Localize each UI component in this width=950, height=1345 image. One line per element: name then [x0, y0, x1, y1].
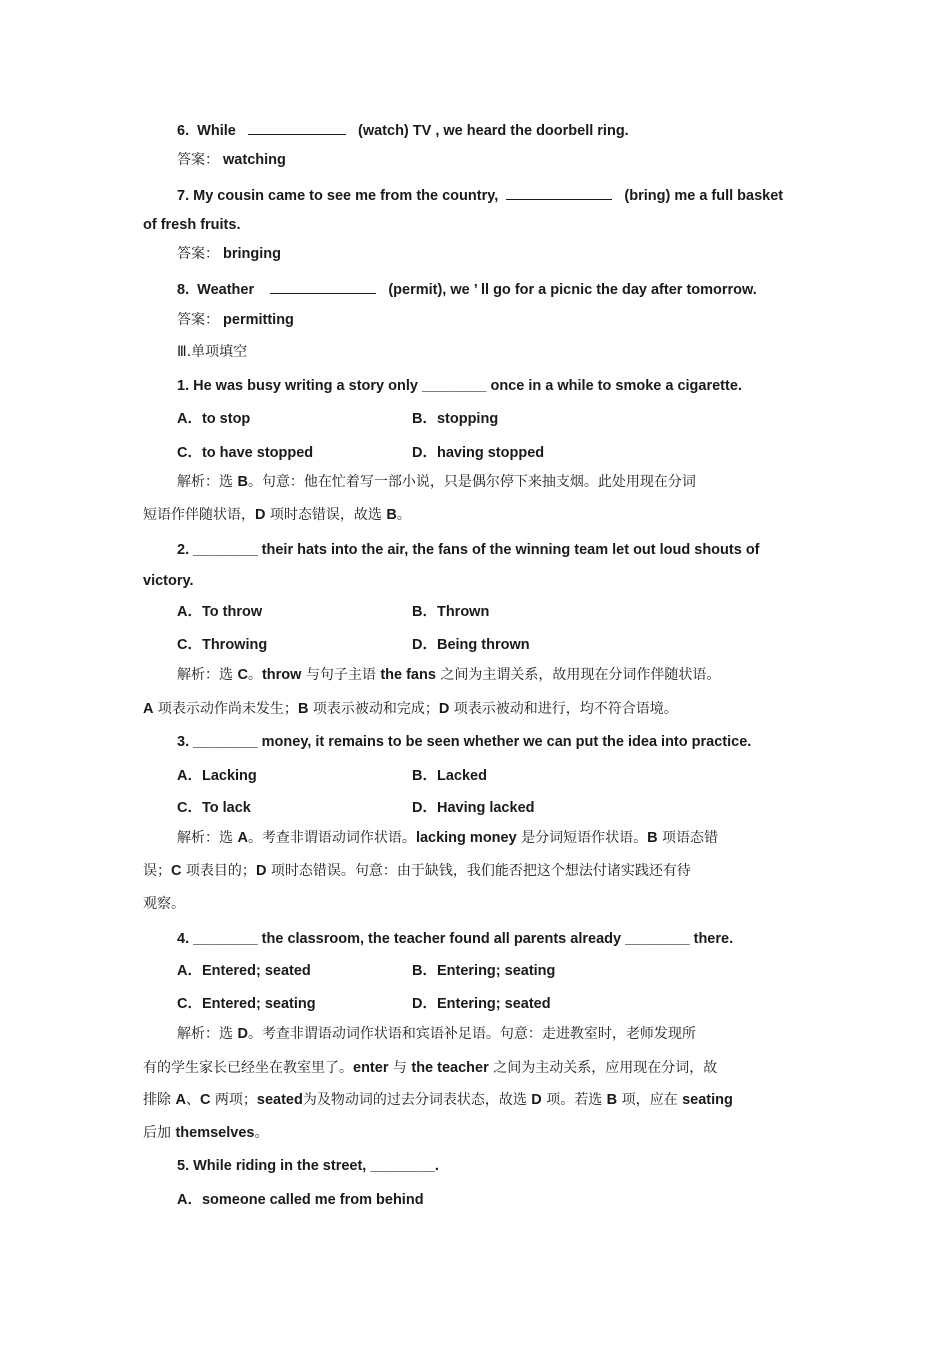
explanation-1-line-1 [177, 472, 696, 492]
exp-text: 。 [247, 667, 262, 683]
exp-text: 、 [185, 1092, 200, 1108]
question-8 [177, 279, 757, 300]
option-a: A．Lacking [177, 768, 257, 784]
mc-question-4: 4. ________ the classroom, the teacher found all parents already ________ there. [177, 931, 734, 947]
question-text: (watch) TV , we heard the doorbell ring. [358, 123, 629, 139]
answer-value: watching [223, 152, 286, 168]
exp-text: 后加 [143, 1125, 176, 1141]
exp-key: seated [256, 1092, 303, 1108]
exp-text: 。句意：他在忙着写一部小说，只是偶尔停下来抽支烟。此处用现在分词 [247, 474, 696, 490]
explanation-4-line-3 [143, 1090, 733, 1110]
explanation-3-line-2 [143, 861, 691, 881]
question-number: 8. [177, 282, 190, 298]
explanation-2-line-2 [143, 699, 678, 719]
explanation-4-line-4 [143, 1123, 268, 1143]
exp-key: themselves [175, 1125, 255, 1141]
explanation-2-line-1 [177, 665, 720, 685]
exp-key: enter [353, 1060, 389, 1076]
mc-question-2: 2. ________ their hats into the air, the fans of the winning team let out loud shouts of [177, 542, 760, 558]
exp-text: 两项； [210, 1092, 257, 1108]
answer-value: permitting [223, 312, 294, 328]
exp-text: 。考查非谓语动词作状语和宾语补足语。句意：走进教室时，老师发现所 [247, 1026, 696, 1042]
exp-key: seating [682, 1092, 733, 1108]
option-c: C．Throwing [177, 637, 268, 653]
exp-text: 之间为主动关系，应用现在分词，故 [488, 1060, 718, 1076]
question-text: (bring) me a full basket [624, 188, 784, 204]
option-a: A．to stop [177, 411, 251, 427]
question-text: My cousin came to see me from the country, [193, 188, 499, 204]
exp-text: 解析：选 [177, 474, 238, 490]
exp-text: 排除 [143, 1092, 176, 1108]
option-a: A．Entered; seated [177, 963, 311, 979]
option-c: C．to have stopped [177, 445, 314, 461]
exp-key: B [606, 1092, 618, 1108]
explanation-1-line-2 [143, 505, 411, 525]
exp-key: C [199, 1092, 211, 1108]
exp-key: A [175, 1092, 186, 1108]
exp-key: B [297, 701, 309, 717]
mc-question-3: 3. ________ money, it remains to be seen whether we can put the idea into practice. [177, 734, 752, 750]
question-7 [177, 185, 783, 206]
answer-8 [177, 310, 294, 330]
mc-question-5: 5. While riding in the street, ________. [177, 1158, 439, 1174]
exp-text: 。 [254, 1125, 269, 1141]
question-text: Weather [197, 282, 255, 298]
question-text: While [197, 123, 236, 139]
exp-text: 项时态错误。句意：由于缺钱，我们能否把这个想法付诸实践还有待 [266, 863, 691, 879]
answer-7 [177, 244, 281, 264]
explanation-3-line-3: 观察。 [143, 896, 185, 912]
exp-text: 误； [143, 863, 171, 879]
answer-blank [506, 185, 612, 200]
answer-label: 答案： [177, 312, 219, 328]
exp-key: B [647, 830, 658, 846]
question-text: (permit), we ’ ll go for a picnic the day after tomorrow. [388, 282, 757, 298]
exp-key: throw [261, 667, 302, 683]
option-b: B．stopping [412, 411, 499, 427]
exp-text: 与 [388, 1060, 412, 1076]
option-d: D．Having lacked [412, 800, 535, 816]
exp-text: 解析：选 [177, 667, 238, 683]
exp-text: 。考查非谓语动词作状语。 [247, 830, 416, 846]
section-heading: Ⅲ.单项填空 [177, 344, 248, 360]
exp-text: 为及物动词的过去分词表状态，故选 [302, 1092, 532, 1108]
answer-value: bringing [223, 246, 282, 262]
exp-text: 。 [396, 507, 411, 523]
mc-question-1: 1. He was busy writing a story only ________ once in a while to smoke a cigarette. [177, 378, 742, 394]
exp-key: the teacher [411, 1060, 489, 1076]
exp-key: D [237, 1026, 248, 1042]
exp-text: 之间为主谓关系，故用现在分词作伴随状语。 [435, 667, 721, 683]
option-c: C．To lack [177, 800, 251, 816]
explanation-4-line-1 [177, 1024, 696, 1044]
exp-text: 项表示动作尚未发生； [153, 701, 298, 717]
option-b: B．Entering; seating [412, 963, 556, 979]
exp-key: A [237, 830, 248, 846]
exp-text: 短语作伴随状语， [143, 507, 255, 523]
answer-label: 答案： [177, 152, 219, 168]
exp-text: 有的学生家长已经坐在教室里了。 [143, 1060, 353, 1076]
exp-key: lacking money [415, 830, 517, 846]
exp-text: 项。若选 [541, 1092, 607, 1108]
question-number: 7. [177, 188, 190, 204]
question-number: 6. [177, 123, 190, 139]
exp-text: 项表示被动和完成； [308, 701, 439, 717]
option-b: B．Thrown [412, 604, 490, 620]
exp-text: 项表示被动和进行，均不符合语境。 [449, 701, 678, 717]
option-d: D．having stopped [412, 445, 545, 461]
question-6 [177, 120, 629, 141]
exp-text: 项，应在 [617, 1092, 683, 1108]
option-b: B．Lacked [412, 768, 487, 784]
option-a: A．someone called me from behind [177, 1192, 424, 1208]
exp-key: D [438, 701, 450, 717]
answer-blank [270, 279, 376, 294]
answer-label: 答案： [177, 246, 219, 262]
exp-key: the fans [380, 667, 436, 683]
option-a: A．To throw [177, 604, 263, 620]
exp-text: 解析：选 [177, 830, 238, 846]
exp-text: 与句子主语 [301, 667, 381, 683]
option-c: C．Entered; seating [177, 996, 316, 1012]
answer-blank [248, 120, 346, 135]
exp-text: 项语态错 [657, 830, 719, 846]
exp-text: 项时态错误，故选 [265, 507, 387, 523]
exp-key: B [237, 474, 248, 490]
option-d: D．Entering; seated [412, 996, 551, 1012]
exp-key: C [237, 667, 248, 683]
exp-text: 解析：选 [177, 1026, 238, 1042]
answer-6 [177, 150, 286, 170]
exp-key: D [255, 863, 267, 879]
exp-text: 项表目的； [181, 863, 256, 879]
option-d: D．Being thrown [412, 637, 530, 653]
exp-key: B [386, 507, 397, 523]
exp-key: C [171, 863, 182, 879]
exp-key: D [531, 1092, 542, 1108]
explanation-4-line-2 [143, 1058, 717, 1078]
explanation-3-line-1 [177, 828, 718, 848]
exp-key: A [143, 701, 154, 717]
exp-key: D [255, 507, 266, 523]
exp-text: 是分词短语作状语。 [516, 830, 648, 846]
question-7-continuation: of fresh fruits. [143, 217, 241, 233]
mc-question-2-continuation: victory. [143, 573, 194, 589]
